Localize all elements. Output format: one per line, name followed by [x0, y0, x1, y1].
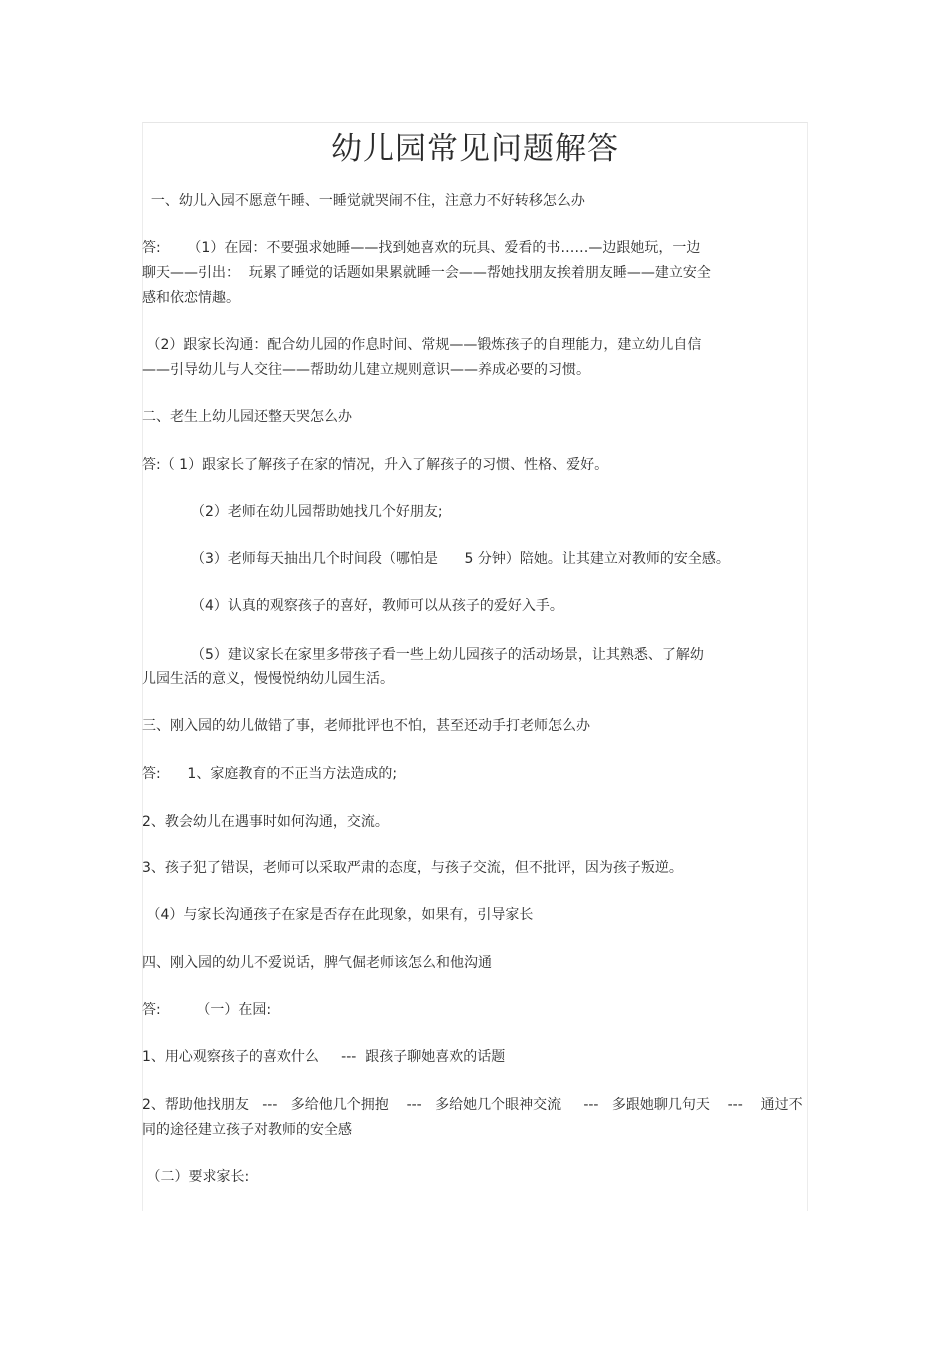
answer-4-line-1: 答: （一）在园: — [142, 1002, 272, 1018]
answer-2-line-4: （4）认真的观察孩子的喜好，教师可以从孩子的爱好入手。 — [142, 598, 564, 614]
answer-2-line-1: 答:（ 1）跟家长了解孩子在家的情况，升入了解孩子的习惯、性格、爱好。 — [142, 457, 609, 473]
answer-2-line-5: （5）建议家长在家里多带孩子看一些上幼儿园孩子的活动场景，让其熟悉、了解幼 — [142, 647, 704, 663]
answer-3-line-2: 2、教会幼儿在遇事时如何沟通，交流。 — [142, 814, 389, 830]
answer-1-line-5: ——引导幼儿与人交往——帮助幼儿建立规则意识——养成必要的习惯。 — [142, 362, 590, 378]
answer-4-line-5: （二）要求家长: — [142, 1169, 250, 1185]
answer-2-line-2: （2）老师在幼儿园帮助她找几个好朋友; — [142, 504, 443, 520]
answer-3-line-3: 3、孩子犯了错误，老师可以采取严肃的态度，与孩子交流，但不批评，因为孩子叛逆。 — [142, 860, 683, 876]
answer-1-line-2: 聊天——引出： 玩累了睡觉的话题如果累就睡一会——帮她找朋友挨着朋友睡——建立安全 — [142, 265, 711, 281]
answer-3-line-4: （4）与家长沟通孩子在家是否存在此现象，如果有，引导家长 — [142, 907, 534, 923]
answer-2-line-3: （3）老师每天抽出几个时间段（哪怕是 5 分钟）陪她。让其建立对教师的安全感。 — [142, 551, 730, 567]
page-frame — [142, 122, 808, 1211]
answer-2-line-6: 儿园生活的意义，慢慢悦纳幼儿园生活。 — [142, 671, 394, 687]
answer-4-line-2: 1、用心观察孩子的喜欢什么 --- 跟孩子聊她喜欢的话题 — [142, 1049, 506, 1065]
question-1-heading: 一、幼儿入园不愿意午睡、一睡觉就哭闹不住，注意力不好转移怎么办 — [142, 193, 585, 209]
question-3-heading: 三、刚入园的幼儿做错了事，老师批评也不怕，甚至还动手打老师怎么办 — [142, 718, 590, 734]
question-4-heading: 四、刚入园的幼儿不爱说话，脾气倔老师该怎么和他沟通 — [142, 955, 492, 971]
page-title: 幼儿园常见问题解答 — [331, 131, 619, 167]
answer-4-line-4: 同的途径建立孩子对教师的安全感 — [142, 1122, 352, 1138]
answer-3-line-1: 答: 1、家庭教育的不正当方法造成的; — [142, 766, 398, 782]
answer-1-line-3: 感和依恋情趣。 — [142, 290, 240, 306]
answer-4-line-3: 2、帮助他找朋友 --- 多给他几个拥抱 --- 多给她几个眼神交流 --- 多跟她聊几句天 --- 通过不 — [142, 1097, 803, 1113]
answer-1-line-4: （2）跟家长沟通：配合幼儿园的作息时间、常规——锻炼孩子的自理能力，建立幼儿自信 — [142, 337, 702, 353]
answer-1-line-1: 答: （1）在园：不要强求她睡——找到她喜欢的玩具、爱看的书……—边跟她玩，一边 — [142, 240, 701, 256]
question-2-heading: 二、老生上幼儿园还整天哭怎么办 — [142, 409, 352, 425]
